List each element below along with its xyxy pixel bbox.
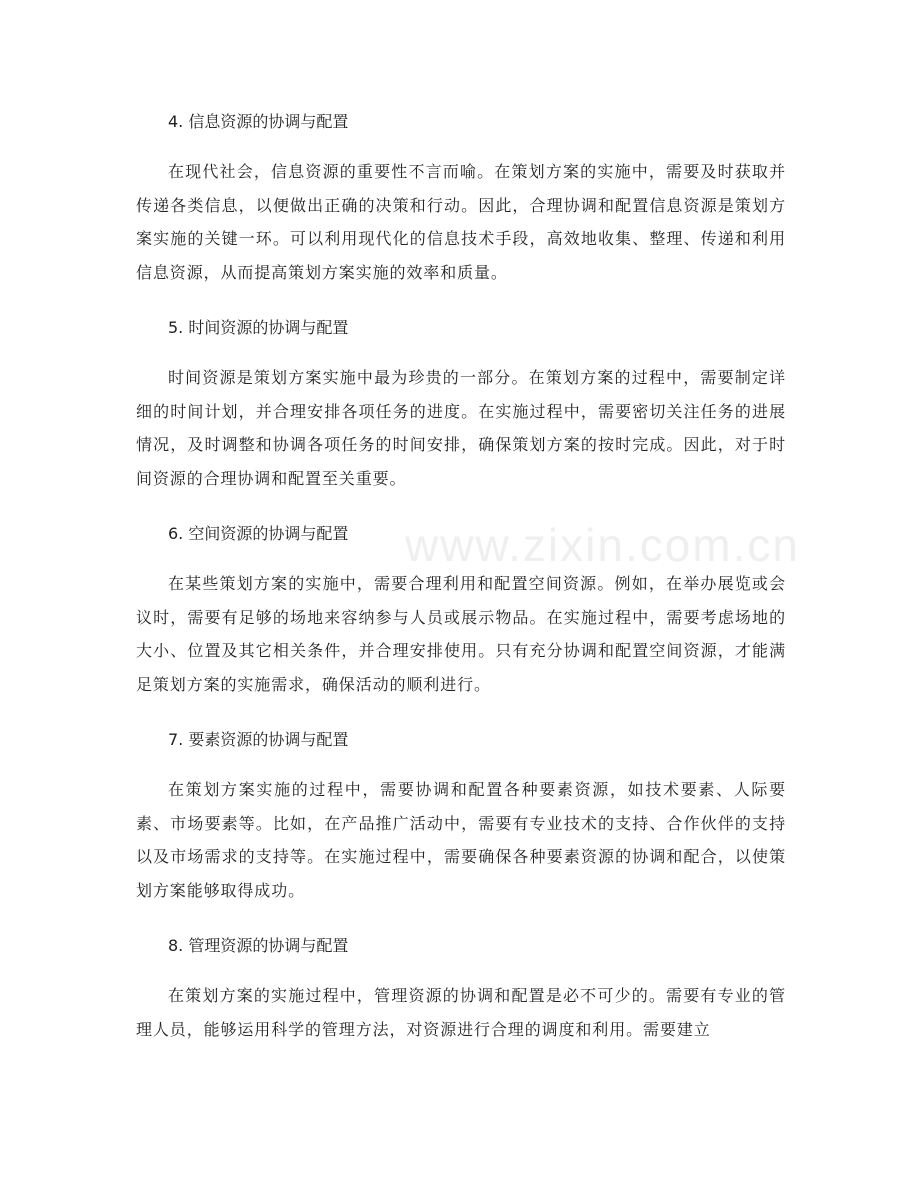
section-heading-4: 4. 信息资源的协调与配置 — [168, 112, 349, 131]
document-body — [136, 104, 786, 1046]
watermark: www.zixin.com.cn — [405, 519, 800, 571]
section-paragraph-6: 在某些策划方案的实施中，需要合理利用和配置空间资源。例如，在举办展览或会议时，需要有足够的场地来容纳参与人员或展示物品。在实施过程中，需要考虑场地的大小、位置及其它相关条件，并合理安排使用。只有充分协调和配置空间资源，才能满足策划方案的实施需求，确保活动的顺利进行。 — [136, 574, 786, 694]
section-paragraph-8: 在策划方案的实施过程中，管理资源的协调和配置是必不可少的。需要有专业的管理人员，能够运用科学的管理方法，对资源进行合理的调度和利用。需要建立 — [136, 986, 786, 1039]
section-paragraph-4: 在现代社会，信息资源的重要性不言而喻。在策划方案的实施中，需要及时获取并传递各类信息，以便做出正确的决策和行动。因此，合理协调和配置信息资源是策划方案实施的关键一环。可以利用现代化的信息技术手段，高效地收集、整理、传递和利用信息资源，从而提高策划方案实施的效率和质量。 — [136, 162, 786, 282]
section-paragraph-7: 在策划方案实施的过程中，需要协调和配置各种要素资源，如技术要素、人际要素、市场要素等。比如，在产品推广活动中，需要有专业技术的支持、合作伙伴的支持以及市场需求的支持等。在实施过程中，需要确保各种要素资源的协调和配合，以使策划方案能够取得成功。 — [136, 780, 786, 900]
section-heading-7: 7. 要素资源的协调与配置 — [168, 730, 349, 749]
section-heading-5: 5. 时间资源的协调与配置 — [168, 318, 349, 337]
section-heading-8: 8. 管理资源的协调与配置 — [168, 936, 349, 955]
section-heading-6: 6. 空间资源的协调与配置 — [168, 524, 349, 543]
section-paragraph-5: 时间资源是策划方案实施中最为珍贵的一部分。在策划方案的过程中，需要制定详细的时间计划，并合理安排各项任务的进度。在实施过程中，需要密切关注任务的进展情况，及时调整和协调各项任务的时间安排，确保策划方案的按时完成。因此，对于时间资源的合理协调和配置至关重要。 — [136, 368, 786, 488]
